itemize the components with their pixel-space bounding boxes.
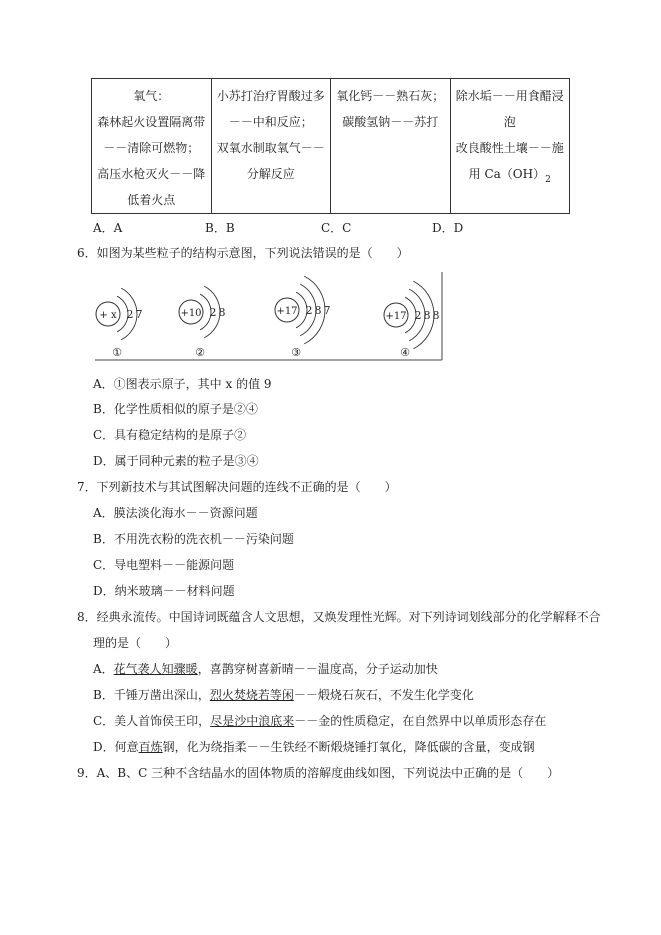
- atom-structure-diagram: [93, 272, 445, 364]
- q5-answers: [93, 219, 563, 237]
- option-rest: 钢，化为绕指柔－－生铁经不断煅烧锤打氧化，降低碳的含量，变成钢: [162, 740, 535, 754]
- cell-line: 高压水枪灭火－－降低着火点: [97, 167, 206, 207]
- underlined-text: 尽是沙中浪底来: [210, 714, 295, 728]
- q5-options-table: [91, 78, 570, 214]
- shell-electron-count: 8: [314, 304, 322, 317]
- q8-option-a[interactable]: [93, 660, 438, 677]
- q6-option-c[interactable]: C．具有稳定结构的是原子②: [93, 428, 247, 442]
- nucleus-charge: + x: [99, 310, 117, 321]
- shell-electron-count: 2: [209, 306, 217, 319]
- cell-line: 碳酸氢钠－－苏打: [342, 115, 439, 129]
- shell-electron-count: 8: [218, 306, 226, 319]
- option-rest: ，喜鹊穿树喜新晴－－温度高，分子运动加快: [197, 662, 438, 676]
- table-cell-d: [450, 79, 570, 214]
- shell-electron-count: 2: [414, 309, 422, 322]
- cell-line: 氧气：: [133, 89, 170, 103]
- q9-stem: 9．A、B、C 三种不含结晶水的固体物质的溶解度曲线如图，下列说法中正确的是（ ）: [77, 766, 560, 780]
- atom-4: [384, 281, 440, 359]
- shell-electron-count: 8: [423, 309, 431, 322]
- shell-electron-count: 7: [323, 304, 331, 317]
- table-cell-a: [92, 79, 212, 214]
- cell-line: [452, 135, 569, 193]
- q8-stem-line1: 8．经典永流传。中国诗词既蕴含人文思想，又焕发理性光辉。对下列诗词划线部分的化学解释不合: [77, 610, 601, 624]
- cell-line: 氧化钙－－熟石灰；: [336, 89, 445, 103]
- q7-option-c[interactable]: C．导电塑料－－能源问题: [93, 558, 235, 572]
- q7-option-d[interactable]: D．纳米玻璃－－材料问题: [93, 584, 235, 598]
- shell-electron-count: 8: [432, 309, 440, 322]
- cell-line: 小苏打治疗胃酸过多－－中和反应；: [216, 89, 325, 129]
- option-rest: －－金的性质稳定，在自然界中以单质形态存在: [294, 714, 547, 728]
- atom-label: ④: [400, 346, 410, 359]
- nucleus-charge: +10: [180, 308, 202, 319]
- atom-label: ③: [291, 346, 301, 359]
- table-cell-c: [331, 79, 451, 214]
- atom-1: [96, 288, 143, 359]
- atoms-group: [96, 276, 440, 359]
- cell-line: 双氧水制取氧气－－分解反应: [216, 141, 325, 181]
- q6-option-a[interactable]: A．①图表示原子，其中 x 的值 9: [93, 377, 272, 391]
- q8-option-b[interactable]: [93, 686, 474, 703]
- q6-stem: 6．如图为某些粒子的结构示意图，下列说法错误的是（ ）: [77, 246, 409, 260]
- q6-option-d[interactable]: D．属于同种元素的粒子是③④: [93, 454, 259, 468]
- atom-label: ②: [195, 346, 205, 359]
- q7-option-a[interactable]: A．膜法淡化海水－－资源问题: [93, 506, 258, 520]
- q8-option-d[interactable]: [93, 738, 535, 755]
- option-rest: －－煅烧石灰石，不发生化学变化: [293, 688, 474, 702]
- underlined-text: 花气袭人知骤暖: [113, 662, 198, 676]
- underlined-text: 烈火焚烧若等闲: [209, 688, 294, 702]
- option-prefix: D．何意: [93, 740, 139, 754]
- q7-stem: 7．下列新技术与其试图解决问题的连线不正确的是（ ）: [77, 480, 397, 494]
- q5-option-a[interactable]: A．A: [93, 221, 123, 235]
- q5-option-c[interactable]: C．C: [321, 221, 352, 235]
- table-row: [92, 79, 570, 214]
- q6-option-b[interactable]: B．化学性质相似的原子是②④: [93, 402, 258, 416]
- atom-2: [179, 286, 226, 359]
- shell-electron-count: 7: [135, 308, 143, 321]
- q8-stem-line2: 理的是（ ）: [93, 636, 178, 650]
- cell-text: 改良酸性土壤－－施用 Ca（OH）: [455, 141, 564, 181]
- cell-line: 除水垢－－用食醋浸泡: [455, 89, 564, 129]
- option-prefix: B．千锤万凿出深山，: [93, 688, 210, 702]
- option-prefix: A．: [93, 662, 114, 676]
- option-prefix: C．美人首饰侯王印，: [93, 714, 211, 728]
- q7-option-b[interactable]: B．不用洗衣粉的洗衣机－－污染问题: [93, 532, 294, 546]
- atom-3: [275, 276, 331, 359]
- shell-electron-count: 2: [126, 308, 134, 321]
- q5-option-d[interactable]: D．D: [432, 221, 464, 235]
- shell-electron-count: 2: [305, 304, 313, 317]
- nucleus-charge: +17: [276, 306, 298, 317]
- nucleus-charge: +17: [385, 311, 407, 322]
- subscript: 2: [545, 175, 551, 185]
- table-cell-b: [211, 79, 331, 214]
- underlined-text: 百炼: [138, 740, 163, 754]
- q8-option-c[interactable]: [93, 712, 546, 729]
- cell-line: 森林起火设置隔离带－－清除可燃物；: [97, 115, 206, 155]
- q5-option-b[interactable]: B．B: [205, 221, 235, 235]
- atom-label: ①: [112, 346, 122, 359]
